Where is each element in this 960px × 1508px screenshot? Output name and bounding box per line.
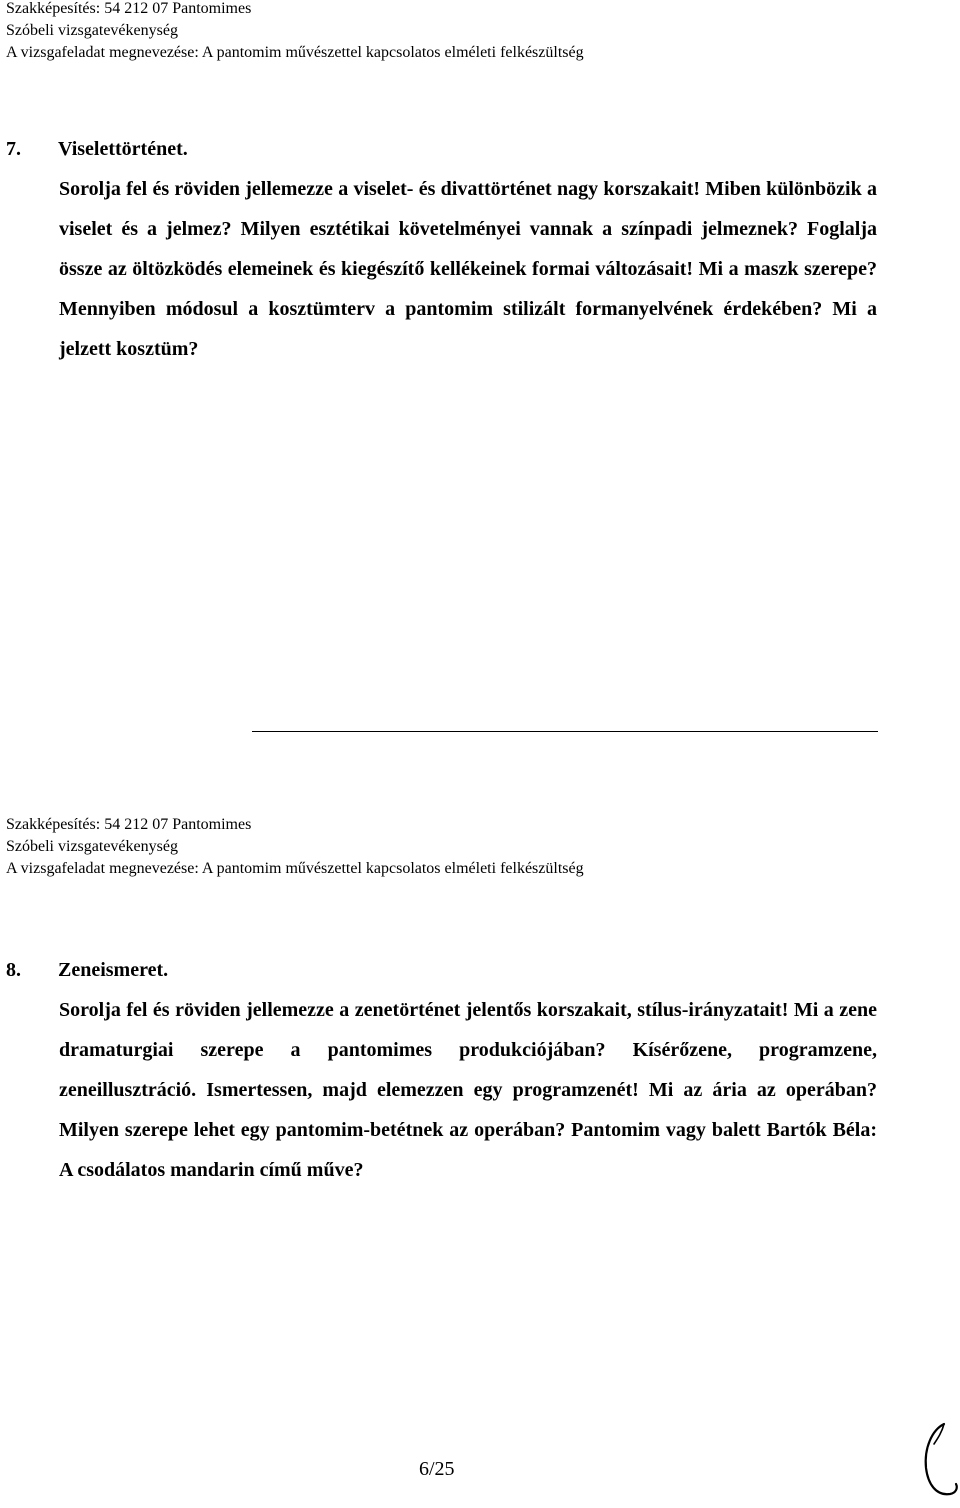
header-activity: Szóbeli vizsgatevékenység: [6, 22, 178, 39]
header-activity: Szóbeli vizsgatevékenység: [6, 838, 178, 855]
page-separator-line: [252, 731, 878, 732]
header-qualification: Szakképesítés: 54 212 07 Pantomimes: [6, 816, 252, 833]
question-body: Sorolja fel és röviden jellemezze a viselet- és divattörténet nagy korszakait! Miben különbözik a viselet és a jelmez? Milyen esztétikai követelményei vannak a színpadi jelmeznek? Foglalja össze az öltözködés elemeinek és kiegészítő kellékeinek formai változásait! Mi a maszk szerepe? Mennyiben módosul a kosztümterv a pantomim stilizált formanyelvének érdekében? Mi a jelzett kosztüm?: [59, 178, 877, 360]
question-title-text: Viselettörténet.: [58, 138, 188, 160]
question-number: 7.: [6, 138, 21, 160]
question-8: [6, 950, 876, 1190]
page-number: 6/25: [419, 1458, 455, 1480]
question-title: [6, 950, 876, 990]
question-title: [6, 129, 876, 169]
header-qualification: Szakképesítés: 54 212 07 Pantomimes: [6, 0, 252, 17]
question-7: [6, 129, 876, 369]
page-header-top: [6, 0, 584, 64]
header-task: A vizsgafeladat megnevezése: A pantomim művészettel kapcsolatos elméleti felkészültség: [6, 44, 584, 61]
question-body: Sorolja fel és röviden jellemezze a zenetörténet jelentős korszakait, stílus-irányzatait! Mi a zene dramaturgiai szerepe a pantomimes produkciójában? Kísérőzene, programzene, zeneillusztráció. Ismertessen, majd elemezzen egy programzenét! Mi az ária az operában? Milyen szerepe lehet egy pantomim-betétnek az operában? Pantomim vagy balett Bartók Béla: A csodálatos mandarin című műve?: [59, 999, 877, 1181]
header-task: A vizsgafeladat megnevezése: A pantomim művészettel kapcsolatos elméleti felkészültség: [6, 860, 584, 877]
handwritten-signature-mark: [920, 1418, 960, 1508]
question-title-text: Zeneismeret.: [58, 959, 169, 981]
question-number: 8.: [6, 959, 21, 981]
page-header-bottom: [6, 814, 584, 880]
